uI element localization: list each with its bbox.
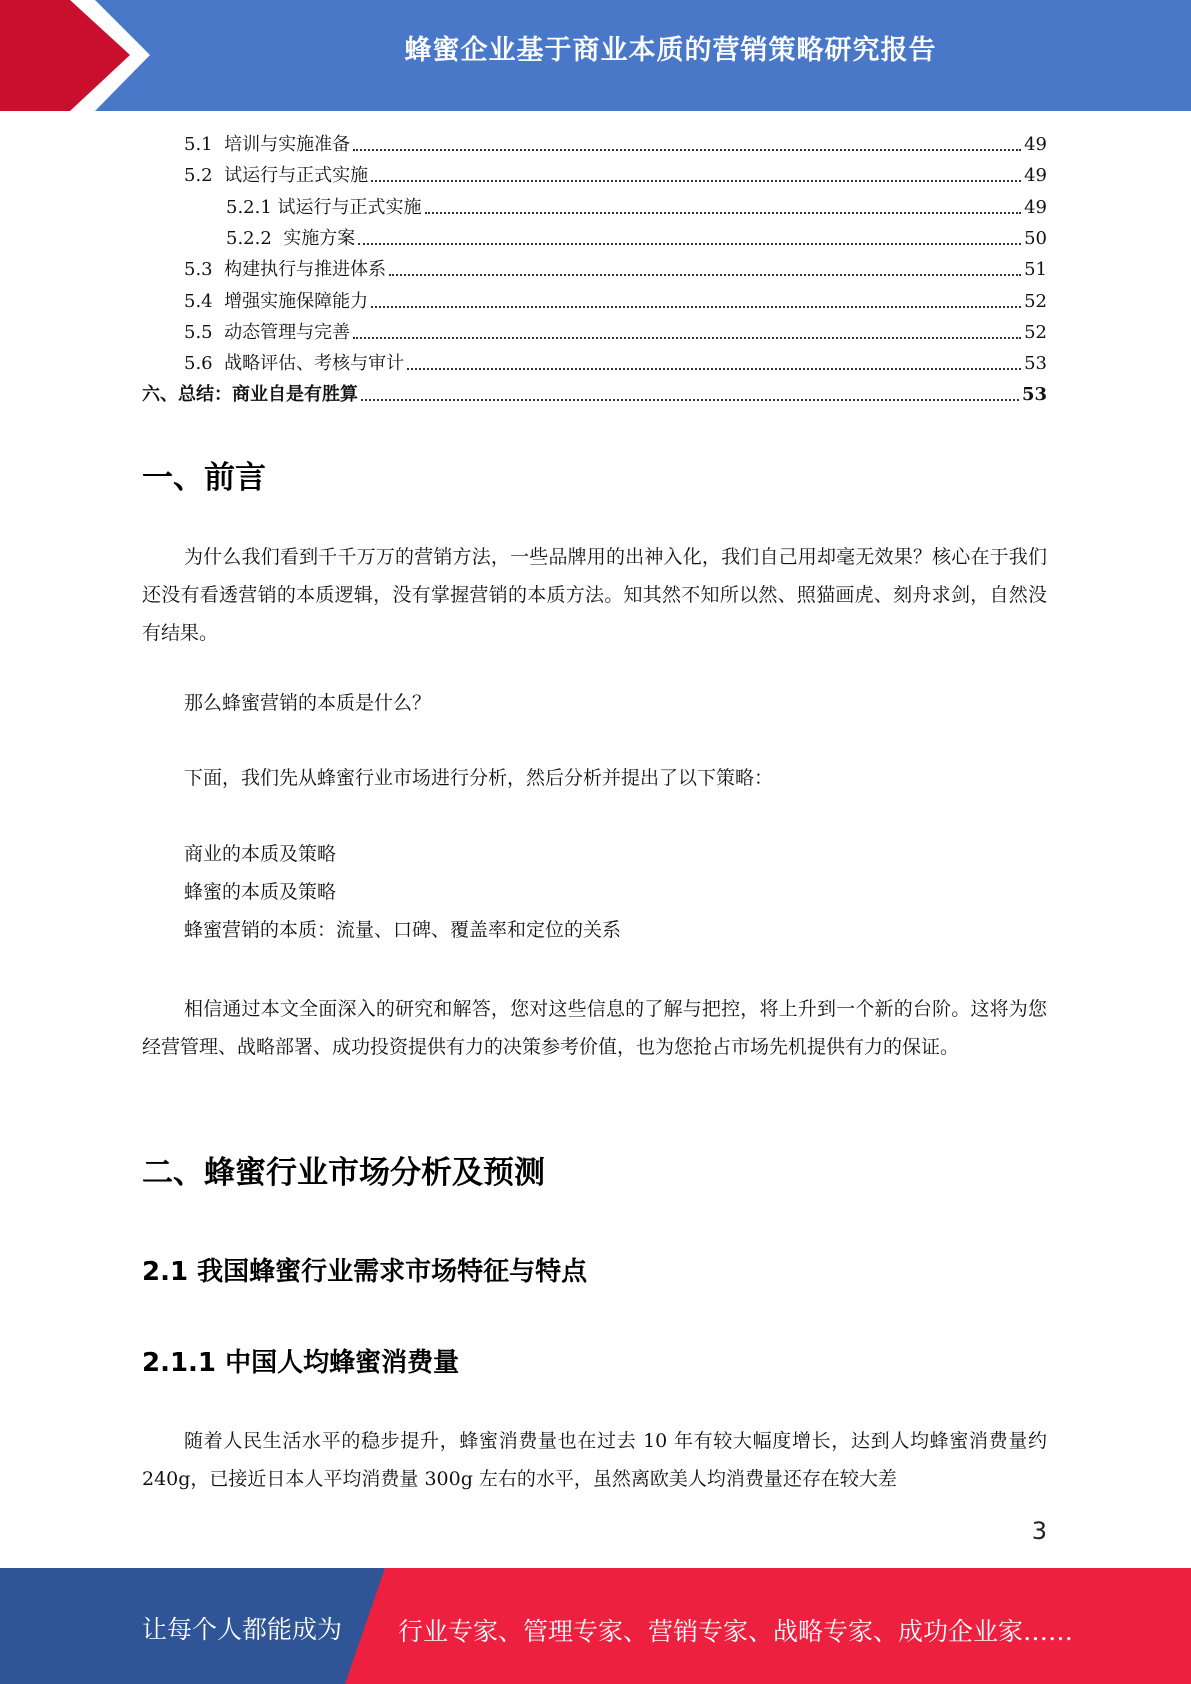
toc-entry-label: 5.6 战略评估、考核与审计 bbox=[184, 353, 405, 375]
subsection-heading: 2.1 我国蜂蜜行业需求市场特征与特点 bbox=[142, 1257, 588, 1287]
toc-entry[interactable] bbox=[184, 285, 1047, 313]
toc-dot-leader bbox=[353, 337, 1021, 339]
toc-dot-leader bbox=[361, 399, 1019, 401]
toc-entry[interactable] bbox=[184, 347, 1047, 375]
footer-banner bbox=[0, 1568, 1191, 1684]
toc-entry-page: 51 bbox=[1024, 259, 1047, 281]
toc-entry[interactable] bbox=[184, 253, 1047, 281]
toc-entry[interactable] bbox=[142, 378, 1047, 406]
paragraph: 那么蜂蜜营销的本质是什么？ bbox=[184, 692, 432, 714]
toc-entry-page: 49 bbox=[1024, 196, 1047, 218]
page-number: 3 bbox=[1031, 1517, 1047, 1545]
toc-dot-leader bbox=[407, 368, 1021, 370]
toc-entry-label: 5.5 动态管理与完善 bbox=[184, 321, 351, 343]
list-item: 商业的本质及策略 bbox=[184, 843, 337, 865]
toc-entry-page: 53 bbox=[1021, 384, 1047, 406]
footer-slogan-right: 行业专家、管理专家、营销专家、战略专家、成功企业家…… bbox=[398, 1617, 1074, 1646]
chevron-decoration-icon bbox=[0, 0, 160, 111]
section-heading-market: 二、蜂蜜行业市场分析及预测 bbox=[142, 1155, 545, 1191]
list-item: 蜂蜜营销的本质：流量、口碑、覆盖率和定位的关系 bbox=[184, 919, 622, 941]
toc-entry[interactable] bbox=[184, 159, 1047, 187]
header-banner bbox=[0, 0, 1191, 111]
toc-dot-leader bbox=[425, 212, 1022, 214]
paragraph: 为什么我们看到千千万万的营销方法，一些品牌用的出神入化，我们自己用却毫无效果？核心在于我们还没有看透营销的本质逻辑，没有掌握营销的本质方法。知其然不知所以然、照猫画虎、刻舟求剑，自然没有结果。 bbox=[142, 546, 1047, 644]
toc-entry-label: 5.3 构建执行与推进体系 bbox=[184, 259, 387, 281]
toc-entry[interactable] bbox=[226, 222, 1047, 250]
toc-entry-label: 5.1 培训与实施准备 bbox=[184, 134, 351, 155]
toc-entry[interactable] bbox=[184, 128, 1047, 156]
subsection-heading: 2.1.1 中国人均蜂蜜消费量 bbox=[142, 1348, 460, 1378]
toc-entry-label: 六、总结：商业自是有胜算 bbox=[142, 384, 358, 406]
toc-dot-leader bbox=[371, 306, 1021, 308]
toc-dot-leader bbox=[371, 180, 1021, 182]
toc-entry-page: 50 bbox=[1024, 227, 1047, 249]
toc-entry-page: 49 bbox=[1024, 134, 1047, 155]
list-item: 蜂蜜的本质及策略 bbox=[184, 881, 337, 903]
toc-dot-leader bbox=[358, 243, 1021, 245]
toc-entry-page: 52 bbox=[1024, 290, 1047, 312]
toc-entry-page: 49 bbox=[1024, 165, 1047, 187]
toc-entry-label: 5.2.1 试运行与正式实施 bbox=[226, 196, 422, 218]
toc-entry-page: 53 bbox=[1024, 353, 1047, 375]
toc-entry-label: 5.2 试运行与正式实施 bbox=[184, 165, 369, 187]
toc-entry[interactable] bbox=[184, 316, 1047, 344]
paragraph: 随着人民生活水平的稳步提升，蜂蜜消费量也在过去 10 年有较大幅度增长，达到人均蜂蜜消费量约 240g，已接近日本人平均消费量 300g 左右的水平，虽然离欧美人均消费量还存在较大差 bbox=[142, 1430, 1047, 1490]
paragraph: 下面，我们先从蜂蜜行业市场进行分析，然后分析并提出了以下策略： bbox=[184, 767, 774, 789]
toc-dot-leader bbox=[389, 274, 1021, 276]
toc-entry[interactable] bbox=[226, 191, 1047, 219]
toc-entry-label: 5.2.2 实施方案 bbox=[226, 227, 356, 249]
footer-slogan-left: 让每个人都能成为 bbox=[142, 1615, 343, 1644]
section-heading-preface: 一、前言 bbox=[142, 460, 266, 496]
toc-entry-label: 5.4 增强实施保障能力 bbox=[184, 290, 369, 312]
paragraph: 相信通过本文全面深入的研究和解答，您对这些信息的了解与把控，将上升到一个新的台阶。这将为您经营管理、战略部署、成功投资提供有力的决策参考价值，也为您抢占市场先机提供有力的保证。 bbox=[142, 998, 1047, 1058]
toc-entry-page: 52 bbox=[1024, 321, 1047, 343]
document-title: 蜂蜜企业基于商业本质的营销策略研究报告 bbox=[404, 35, 937, 66]
toc-dot-leader bbox=[353, 149, 1021, 151]
